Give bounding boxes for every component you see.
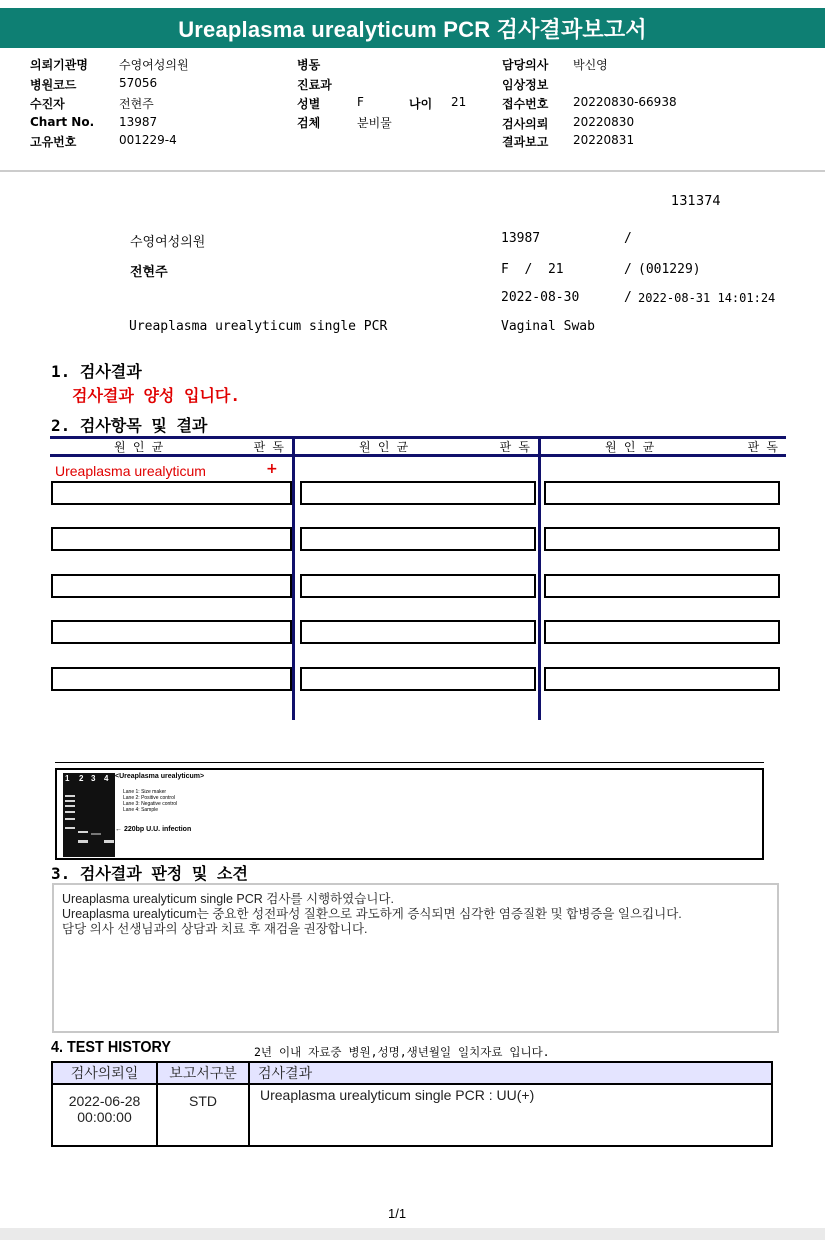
summary-uid: (001229) <box>638 262 701 277</box>
report-date-value: 20220831 <box>573 133 635 147</box>
receipt-no-value: 20220830-66938 <box>573 95 677 109</box>
gel-legend-item: Lane 1: Size maker <box>123 789 167 795</box>
section-1-title: 1. 검사결과 <box>51 362 142 381</box>
gel-band <box>78 840 88 843</box>
history-type: STD <box>157 1084 249 1146</box>
gel-figure <box>55 768 764 860</box>
gel-separator-line <box>55 762 764 763</box>
history-header-type: 보고서구분 <box>157 1062 249 1084</box>
chart-no-value: 13987 <box>119 115 158 129</box>
gel-legend-item: Lane 4: Sample <box>123 807 159 813</box>
lane-number: 1 <box>65 774 70 783</box>
report-date-label: 결과보고 <box>502 135 549 149</box>
opinion-line: 담당 의사 선생님과의 상담과 치료 후 재검을 권장합니다. <box>62 922 368 936</box>
summary-request-date: 2022-08-30 <box>501 290 580 305</box>
unique-no-label: 고유번호 <box>30 135 77 149</box>
table-row <box>52 1084 772 1146</box>
column-header-1 <box>50 438 292 454</box>
result-box <box>300 527 536 551</box>
lane-number: 3 <box>91 774 96 783</box>
section-4-title: 4. TEST HISTORY <box>51 1039 172 1056</box>
history-date-cell <box>52 1084 157 1146</box>
judgement-column-label: 판 독 <box>253 440 284 454</box>
specimen-label: 검체 <box>297 116 321 130</box>
gel-band <box>91 833 101 835</box>
opinion-line: Ureaplasma urealyticum single PCR 검사를 시행하였습니다. <box>62 892 394 906</box>
history-result: Ureaplasma urealyticum single PCR : UU(+) <box>249 1084 772 1146</box>
summary-slash-3: / <box>624 290 632 305</box>
summary-specimen: Vaginal Swab <box>501 319 595 334</box>
lane-number: 4 <box>104 774 109 783</box>
page-number: 1/1 <box>388 1206 407 1221</box>
gel-band <box>65 805 75 807</box>
result-box <box>51 620 292 644</box>
result-box <box>544 481 780 505</box>
age-value: 21 <box>451 95 467 109</box>
opinion-box <box>52 883 779 1033</box>
judgement-column-label: 판 독 <box>747 440 778 454</box>
column-header-2 <box>295 438 538 454</box>
patient-label: 수진자 <box>30 97 65 111</box>
result-box <box>300 620 536 644</box>
gel-band <box>65 827 75 829</box>
gel-band <box>104 840 114 843</box>
sex-label: 성별 <box>297 97 321 111</box>
test-history-table <box>51 1061 773 1147</box>
results-grid-divider-1 <box>292 436 295 720</box>
hospital-code-value: 57056 <box>119 76 158 90</box>
request-date-label: 검사의뢰 <box>502 117 549 131</box>
result-box <box>51 481 292 505</box>
positive-result-text: 검사결과 양성 입니다. <box>72 386 241 405</box>
result-box <box>51 527 292 551</box>
organism-column-label: 원 인 균 <box>114 440 164 454</box>
hospital-name-label: 의뢰기관명 <box>30 58 88 72</box>
history-header-result: 검사결과 <box>249 1062 772 1084</box>
result-box <box>544 527 780 551</box>
sex-value: F <box>357 95 364 109</box>
section-3-title: 3. 검사결과 판정 및 소견 <box>51 864 248 883</box>
result-box <box>300 574 536 598</box>
section-2-title: 2. 검사항목 및 결과 <box>51 416 208 435</box>
ward-label: 병동 <box>297 58 321 72</box>
history-date: 2022-06-28 <box>68 1093 141 1109</box>
opinion-line: Ureaplasma urealyticum는 중요한 성전파성 질환으로 과도하게 증식되면 심각한 염증질환 및 합병증을 일으킵니다. <box>62 907 682 921</box>
result-box <box>300 481 536 505</box>
history-header-date: 검사의뢰일 <box>52 1062 157 1084</box>
result-box <box>51 667 292 691</box>
history-time: 00:00:00 <box>77 1109 132 1125</box>
hospital-name-value: 수영여성의원 <box>119 58 189 72</box>
patient-value: 전현주 <box>119 97 154 111</box>
summary-hospital: 수영여성의원 <box>130 235 206 250</box>
clinical-info-label: 임상정보 <box>502 78 549 92</box>
gel-legend-item: Lane 3: Negative control <box>123 801 178 807</box>
summary-test-name: Ureaplasma urealyticum single PCR <box>129 319 388 334</box>
doctor-label: 담당의사 <box>502 58 549 72</box>
result-box <box>544 667 780 691</box>
judgement-column-label: 판 독 <box>499 440 530 454</box>
gel-electrophoresis-image <box>63 773 115 857</box>
chart-no-label: Chart No. <box>30 115 95 129</box>
report-header <box>0 48 825 172</box>
request-date-value: 20220830 <box>573 115 635 129</box>
gel-band <box>65 800 75 802</box>
report-title: Ureaplasma urealyticum PCR 검사결과보고서 <box>0 8 825 48</box>
results-grid-divider-2 <box>538 436 541 720</box>
gel-title: <Ureaplasma urealyticum> <box>115 773 205 780</box>
report-code: 131374 <box>671 194 721 209</box>
lane-number: 2 <box>79 774 84 783</box>
gel-band <box>78 831 88 833</box>
summary-report-datetime: 2022-08-31 14:01:24 <box>638 291 776 305</box>
specimen-value: 분비물 <box>357 116 392 130</box>
summary-slash-2: / <box>624 262 632 277</box>
summary-slash: / <box>624 231 632 246</box>
result-box <box>51 574 292 598</box>
footer-band <box>0 1228 825 1240</box>
result-box <box>544 620 780 644</box>
result-box <box>300 667 536 691</box>
gel-band <box>65 795 75 797</box>
column-header-3 <box>541 438 786 454</box>
age-label: 나이 <box>409 97 433 111</box>
detected-organism-result: + <box>266 461 278 477</box>
hospital-code-label: 병원코드 <box>30 78 77 92</box>
gel-band-label: ← 220bp U.U. infection <box>115 826 192 833</box>
summary-chart-no: 13987 <box>501 231 541 246</box>
detected-organism-name: Ureaplasma urealyticum <box>55 463 206 479</box>
gel-band <box>65 811 75 813</box>
doctor-value: 박신영 <box>573 58 608 72</box>
gel-legend-item: Lane 2: Positive control <box>123 795 175 801</box>
history-note: 2년 이내 자료중 병원,성명,생년월일 일치자료 입니다. <box>254 1045 550 1059</box>
result-box <box>544 574 780 598</box>
unique-no-value: 001229-4 <box>119 133 177 147</box>
department-label: 진료과 <box>297 78 332 92</box>
organism-column-label: 원 인 균 <box>359 440 409 454</box>
summary-sex-age: F / 21 <box>501 262 564 277</box>
organism-column-label: 원 인 균 <box>605 440 655 454</box>
summary-patient: 전현주 <box>130 265 168 280</box>
receipt-no-label: 접수번호 <box>502 97 549 111</box>
gel-band <box>65 818 75 820</box>
